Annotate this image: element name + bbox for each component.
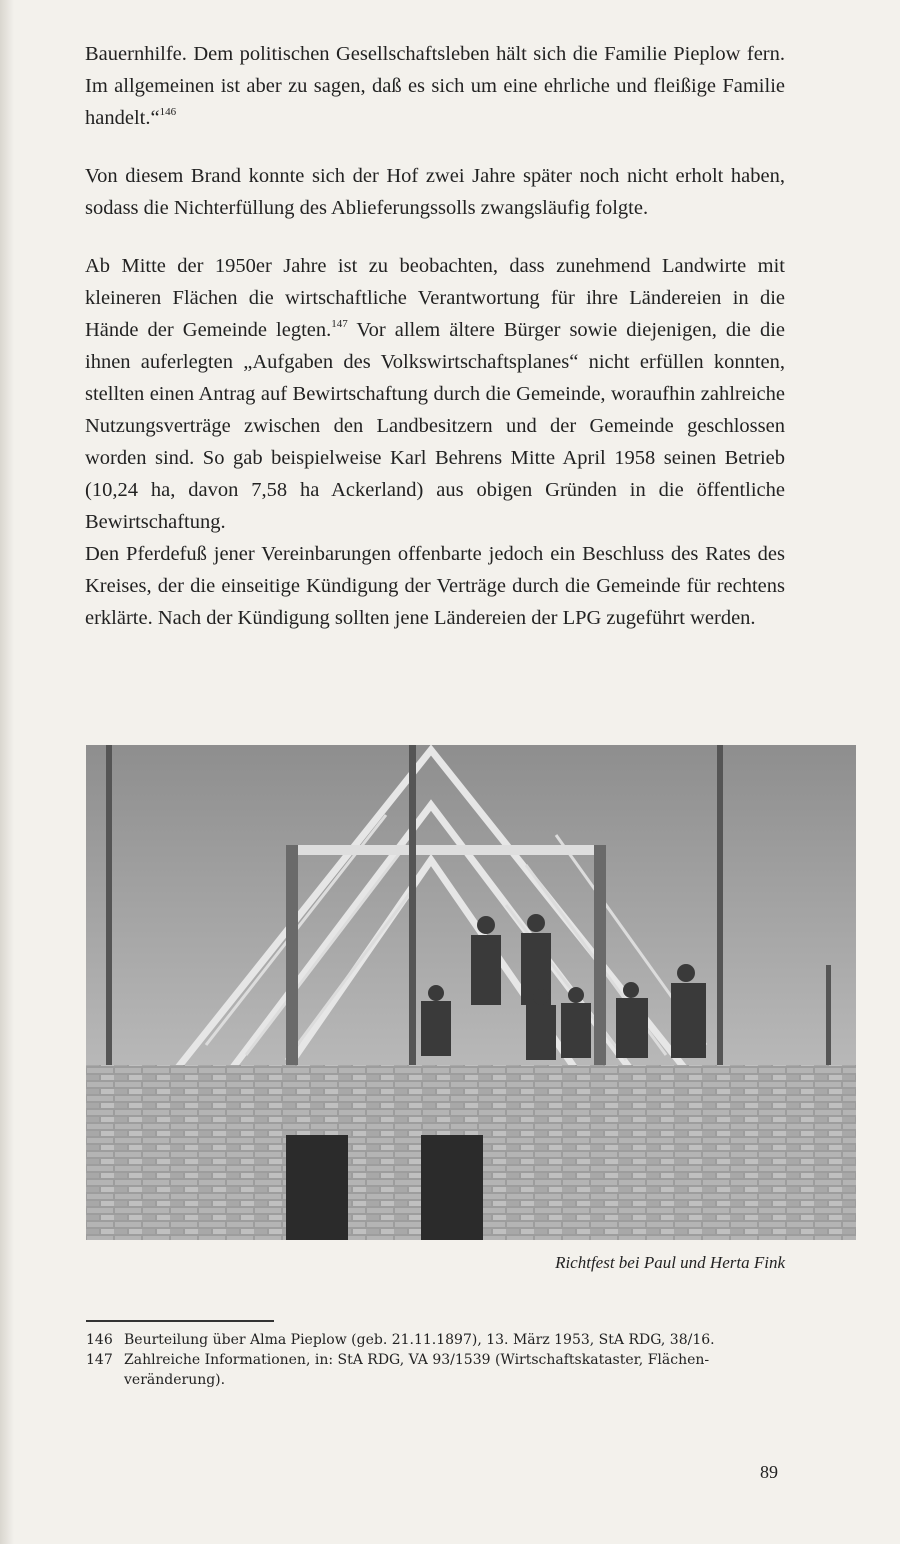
footnote-text: Beurteilung über Alma Pieplow (geb. 21.11.1897), 13. März 1953, StA RDG, 38/16. bbox=[124, 1332, 715, 1348]
page-edge bbox=[0, 0, 14, 1544]
footnote-ref-147[interactable]: 147 bbox=[331, 318, 348, 330]
footnotes bbox=[86, 1330, 756, 1390]
richtfest-photo bbox=[86, 745, 856, 1240]
footnote-number: 147 bbox=[86, 1352, 113, 1368]
paragraph-3: Ab Mitte der 1950er Jahre ist zu beobachten, dass zunehmend Landwirte mit kleineren Flächen die wirtschaftliche Verantwortung für ihre Ländereien in die Hände der Gemeinde legten.$^{147}$ Vor allem ältere Bürger sowie diejenigen, die die ihnen auferlegten „Aufgaben des Volkswirtschaftsplanes“ nicht erfüllen konnten, stellten einen Antrag auf Bewirtschaftung durch die Gemeinde, woraufhin zahlreiche Nutzungsverträge zwischen den Landbesitzern und der Gemeinde geschlossen worden sind. So gab beispielweise Karl Behrens Mitte April 1958 seinen Betrieb (10,24 ha, davon 7,58 ha Ackerland) aus obigen Gründen in die öffentliche Bewirtschaftung. bbox=[85, 255, 785, 533]
footnote-number: 146 bbox=[86, 1332, 113, 1348]
body-text bbox=[85, 38, 785, 634]
footnote-rule bbox=[86, 1320, 274, 1322]
footnote-ref-146[interactable]: 146 bbox=[159, 106, 177, 118]
page-number: 89 bbox=[760, 1462, 778, 1482]
paragraph-4: Den Pferdefuß jener Vereinbarungen offenbarte jedoch ein Beschluss des Rates des Kreises, der die einseitige Kündigung der Verträge durch die Gemeinde für rechtens erklärte. Nach der Kündigung sollten jene Ländereien der LPG zugeführt werden. bbox=[85, 543, 785, 629]
footnote-147 bbox=[86, 1350, 756, 1390]
figure-caption: Richtfest bei Paul und Herta Fink bbox=[555, 1253, 785, 1272]
paragraph-2: Von diesem Brand konnte sich der Hof zwei Jahre später noch nicht erholt haben, sodass die Nichterfüllung des Ablieferungssolls zwangsläufig folgte. bbox=[85, 165, 785, 219]
footnote-text: Zahlreiche Informationen, in: StA RDG, VA 93/1539 (Wirtschaftskataster, Flächenveränderung). bbox=[124, 1352, 710, 1388]
paragraph-1: Bauernhilfe. Dem politischen Gesellschaftsleben hält sich die Familie Pieplow fern. Im allgemeinen ist aber zu sagen, daß es sich um eine ehrliche und fleißige Familie handelt.“$^{146}$ bbox=[85, 43, 785, 129]
footnote-146 bbox=[86, 1330, 756, 1350]
